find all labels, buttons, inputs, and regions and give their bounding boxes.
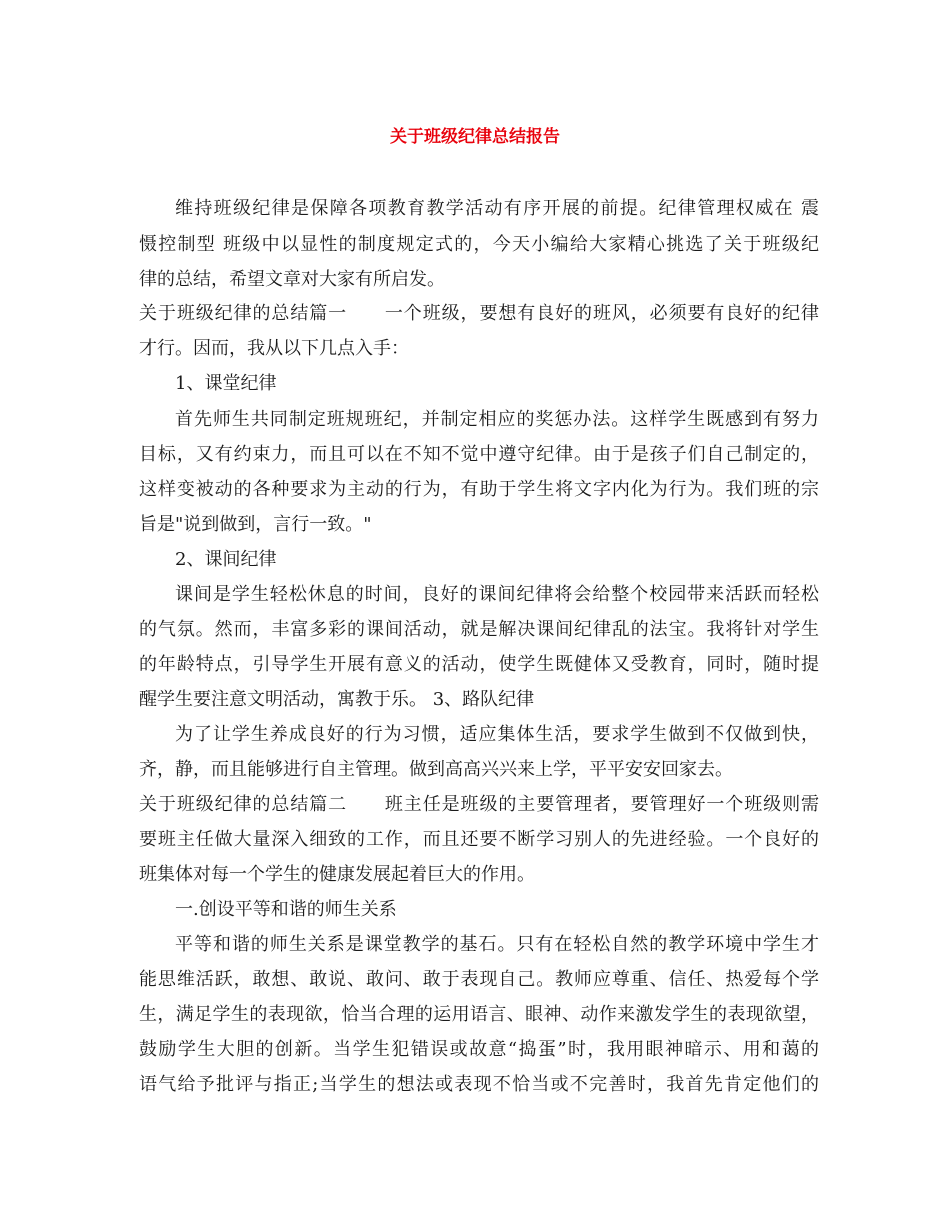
text-line: 首先师生共同制定班规班纪，并制定相应的奖惩办法。这样学生既感到有努力 <box>175 409 819 430</box>
text-line: 能思维活跃，敢想、敢说、敢问、敢于表现自己。教师应尊重、信任、热爱每个学 <box>139 969 819 990</box>
text-line: 齐，静，而且能够进行自主管理。做到高高兴兴来上学，平平安安回家去。 <box>139 759 733 780</box>
subheading: 2、课间纪律 <box>175 549 277 570</box>
subheading: 1、课堂纪律 <box>175 373 277 394</box>
text-line: 课间是学生轻松休息的时间，良好的课间纪律将会给整个校园带来活跃而轻松 <box>175 584 819 605</box>
section-heading-line: 关于班级纪律的总结篇二 班主任是班级的主要管理者，要管理好一个班级则需 <box>139 794 819 815</box>
text-line: 的年龄特点，引导学生开展有意义的活动，使学生既健体又受教育，同时，随时提 <box>139 654 819 675</box>
text-line: 鼓励学生大胆的创新。当学生犯错误或故意“捣蛋”时，我用眼神暗示、用和蔼的 <box>139 1039 819 1060</box>
document-title: 关于班级纪律总结报告 <box>390 127 560 147</box>
text-line: 律的总结，希望文章对大家有所启发。 <box>139 269 445 290</box>
text-line: 的气氛。然而，丰富多彩的课间活动，就是解决课间纪律乱的法宝。我将针对学生 <box>139 619 819 640</box>
text-line: 慑控制型 班级中以显性的制度规定式的，今天小编给大家精心挑选了关于班级纪 <box>139 234 819 255</box>
text-line: 为了让学生养成良好的行为习惯，适应集体生活，要求学生做到不仅做到快， <box>175 724 819 745</box>
text-line: 班集体对每一个学生的健康发展起着巨大的作用。 <box>139 864 535 885</box>
text-line: 这样变被动的各种要求为主动的行为，有助于学生将文字内化为行为。我们班的宗 <box>139 479 819 500</box>
text-line: 才行。因而，我从以下几点入手： <box>139 338 409 359</box>
text-line: 要班主任做大量深入细致的工作，而且还要不断学习别人的先进经验。一个良好的 <box>139 829 819 850</box>
text-line: 旨是"说到做到，言行一致。" <box>139 514 372 535</box>
section-heading-line: 关于班级纪律的总结篇一 一个班级，要想有良好的班风，必须要有良好的纪律 <box>139 303 819 324</box>
text-line: 生，满足学生的表现欲，恰当合理的运用语言、眼神、动作来激发学生的表现欲望， <box>139 1004 819 1025</box>
text-line: 维持班级纪律是保障各项教育教学活动有序开展的前提。纪律管理权威在 震 <box>175 198 819 219</box>
text-line: 醒学生要注意文明活动，寓教于乐。 3、路队纪律 <box>139 689 535 710</box>
text-line: 目标，又有约束力，而且可以在不知不觉中遵守纪律。由于是孩子们自己制定的， <box>139 444 819 465</box>
subheading: 一.创设平等和谐的师生关系 <box>175 899 397 920</box>
text-line: 平等和谐的师生关系是课堂教学的基石。只有在轻松自然的教学环境中学生才 <box>175 934 819 955</box>
text-line: 语气给予批评与指正;当学生的想法或表现不恰当或不完善时，我首先肯定他们的 <box>139 1074 819 1095</box>
